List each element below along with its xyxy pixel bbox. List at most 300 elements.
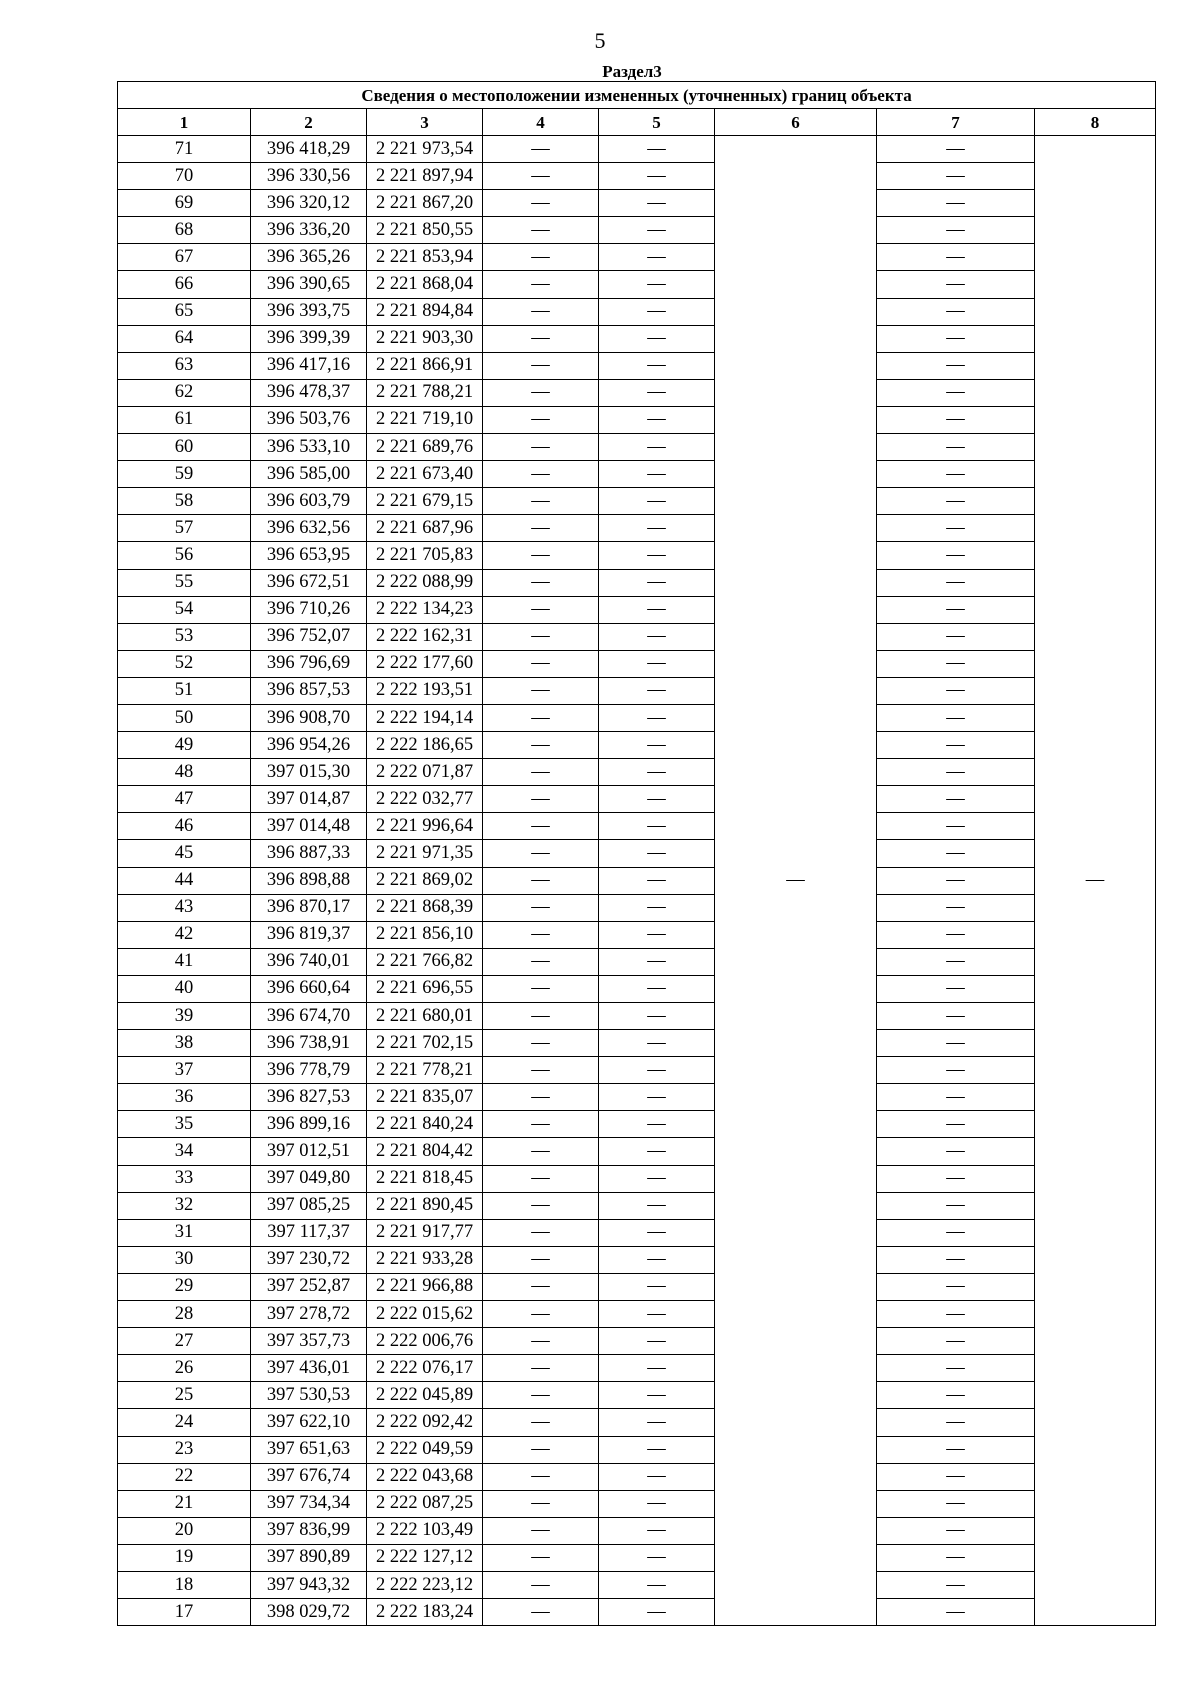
table-row (118, 461, 1156, 488)
point-number: 39 (118, 1003, 251, 1030)
x-coordinate: 398 029,72 (251, 1599, 367, 1626)
point-number: 47 (118, 786, 251, 813)
col7-value: — (877, 244, 1035, 271)
col5-value: — (599, 325, 715, 352)
col4-value: — (483, 190, 599, 217)
table-row (118, 542, 1156, 569)
x-coordinate: 396 393,75 (251, 298, 367, 325)
column-number: 7 (877, 109, 1035, 136)
table-row (118, 813, 1156, 840)
table-row (118, 1517, 1156, 1544)
point-number: 32 (118, 1192, 251, 1219)
col5-value: — (599, 1382, 715, 1409)
y-coordinate: 2 222 162,31 (367, 623, 483, 650)
point-number: 34 (118, 1138, 251, 1165)
col7-value: — (877, 1138, 1035, 1165)
col5-value: — (599, 650, 715, 677)
col5-value: — (599, 406, 715, 433)
y-coordinate: 2 221 778,21 (367, 1057, 483, 1084)
y-coordinate: 2 221 818,45 (367, 1165, 483, 1192)
col4-value: — (483, 406, 599, 433)
x-coordinate: 396 752,07 (251, 623, 367, 650)
table-row (118, 948, 1156, 975)
col4-value: — (483, 1138, 599, 1165)
col7-value: — (877, 623, 1035, 650)
table-row (118, 840, 1156, 867)
col7-value: — (877, 677, 1035, 704)
col4-value: — (483, 813, 599, 840)
point-number: 71 (118, 136, 251, 163)
col4-value: — (483, 1355, 599, 1382)
col4-value: — (483, 1544, 599, 1571)
col5-value: — (599, 1138, 715, 1165)
col7-value: — (877, 1111, 1035, 1138)
col5-value: — (599, 677, 715, 704)
x-coordinate: 396 653,95 (251, 542, 367, 569)
col4-value: — (483, 352, 599, 379)
table-row (118, 786, 1156, 813)
x-coordinate: 397 012,51 (251, 1138, 367, 1165)
point-number: 56 (118, 542, 251, 569)
col5-value: — (599, 163, 715, 190)
table-body (118, 136, 1156, 1626)
y-coordinate: 2 222 049,59 (367, 1436, 483, 1463)
col5-value: — (599, 1463, 715, 1490)
y-coordinate: 2 222 092,42 (367, 1409, 483, 1436)
y-coordinate: 2 222 134,23 (367, 596, 483, 623)
table-row (118, 1246, 1156, 1273)
column-number: 4 (483, 109, 599, 136)
col4-value: — (483, 217, 599, 244)
x-coordinate: 396 320,12 (251, 190, 367, 217)
y-coordinate: 2 221 804,42 (367, 1138, 483, 1165)
col7-value: — (877, 596, 1035, 623)
col5-value: — (599, 542, 715, 569)
col5-value: — (599, 1003, 715, 1030)
col7-value: — (877, 1084, 1035, 1111)
table-row (118, 136, 1156, 163)
table-row (118, 650, 1156, 677)
col5-value: — (599, 867, 715, 894)
x-coordinate: 396 660,64 (251, 975, 367, 1002)
point-number: 25 (118, 1382, 251, 1409)
col7-value: — (877, 894, 1035, 921)
col7-value: — (877, 1003, 1035, 1030)
table-row (118, 515, 1156, 542)
table-row (118, 271, 1156, 298)
point-number: 23 (118, 1436, 251, 1463)
y-coordinate: 2 222 223,12 (367, 1571, 483, 1598)
col4-value: — (483, 1084, 599, 1111)
col7-value: — (877, 840, 1035, 867)
x-coordinate: 396 603,79 (251, 488, 367, 515)
y-coordinate: 2 221 966,88 (367, 1273, 483, 1300)
col5-value: — (599, 1219, 715, 1246)
x-coordinate: 396 899,16 (251, 1111, 367, 1138)
col7-value: — (877, 461, 1035, 488)
y-coordinate: 2 222 183,24 (367, 1599, 483, 1626)
col4-value: — (483, 379, 599, 406)
col5-value: — (599, 1057, 715, 1084)
table-row (118, 1544, 1156, 1571)
point-number: 44 (118, 867, 251, 894)
col7-value: — (877, 1057, 1035, 1084)
y-coordinate: 2 222 193,51 (367, 677, 483, 704)
table-caption-row (118, 82, 1156, 109)
col5-value: — (599, 1544, 715, 1571)
point-number: 17 (118, 1599, 251, 1626)
col7-value: — (877, 1328, 1035, 1355)
col4-value: — (483, 325, 599, 352)
y-coordinate: 2 222 103,49 (367, 1517, 483, 1544)
point-number: 60 (118, 434, 251, 461)
x-coordinate: 396 365,26 (251, 244, 367, 271)
y-coordinate: 2 221 687,96 (367, 515, 483, 542)
point-number: 43 (118, 894, 251, 921)
col4-value: — (483, 1246, 599, 1273)
x-coordinate: 397 015,30 (251, 759, 367, 786)
point-number: 20 (118, 1517, 251, 1544)
table-row (118, 623, 1156, 650)
x-coordinate: 397 014,48 (251, 813, 367, 840)
col6-merged-value: — (715, 136, 877, 1626)
y-coordinate: 2 221 996,64 (367, 813, 483, 840)
col4-value: — (483, 244, 599, 271)
y-coordinate: 2 221 890,45 (367, 1192, 483, 1219)
col5-value: — (599, 1409, 715, 1436)
y-coordinate: 2 221 680,01 (367, 1003, 483, 1030)
col5-value: — (599, 1192, 715, 1219)
x-coordinate: 397 836,99 (251, 1517, 367, 1544)
col5-value: — (599, 515, 715, 542)
col7-value: — (877, 921, 1035, 948)
y-coordinate: 2 221 917,77 (367, 1219, 483, 1246)
x-coordinate: 396 632,56 (251, 515, 367, 542)
col4-value: — (483, 650, 599, 677)
table-row (118, 596, 1156, 623)
col7-value: — (877, 1409, 1035, 1436)
table-row (118, 488, 1156, 515)
x-coordinate: 397 734,34 (251, 1490, 367, 1517)
col7-value: — (877, 1517, 1035, 1544)
y-coordinate: 2 221 933,28 (367, 1246, 483, 1273)
point-number: 64 (118, 325, 251, 352)
point-number: 18 (118, 1571, 251, 1598)
col4-value: — (483, 434, 599, 461)
table-row (118, 1328, 1156, 1355)
x-coordinate: 397 049,80 (251, 1165, 367, 1192)
y-coordinate: 2 222 186,65 (367, 732, 483, 759)
column-number: 8 (1035, 109, 1156, 136)
y-coordinate: 2 222 071,87 (367, 759, 483, 786)
x-coordinate: 396 478,37 (251, 379, 367, 406)
point-number: 31 (118, 1219, 251, 1246)
col4-value: — (483, 1301, 599, 1328)
table-caption: Сведения о местоположении измененных (уточненных) границ объекта (118, 82, 1156, 109)
y-coordinate: 2 221 867,20 (367, 190, 483, 217)
y-coordinate: 2 222 015,62 (367, 1301, 483, 1328)
col7-value: — (877, 1030, 1035, 1057)
x-coordinate: 396 887,33 (251, 840, 367, 867)
section-title: Раздел3 (602, 62, 662, 81)
x-coordinate: 397 230,72 (251, 1246, 367, 1273)
x-coordinate: 396 399,39 (251, 325, 367, 352)
col5-value: — (599, 379, 715, 406)
col5-value: — (599, 569, 715, 596)
point-number: 62 (118, 379, 251, 406)
point-number: 33 (118, 1165, 251, 1192)
col4-value: — (483, 1165, 599, 1192)
col4-value: — (483, 840, 599, 867)
point-number: 67 (118, 244, 251, 271)
col4-value: — (483, 975, 599, 1002)
col5-value: — (599, 1165, 715, 1192)
col7-value: — (877, 1273, 1035, 1300)
table-row (118, 1273, 1156, 1300)
col4-value: — (483, 704, 599, 731)
col5-value: — (599, 813, 715, 840)
table-row (118, 1463, 1156, 1490)
y-coordinate: 2 221 868,04 (367, 271, 483, 298)
col5-value: — (599, 1084, 715, 1111)
col7-value: — (877, 786, 1035, 813)
col7-value: — (877, 325, 1035, 352)
col5-value: — (599, 732, 715, 759)
point-number: 46 (118, 813, 251, 840)
col5-value: — (599, 1490, 715, 1517)
y-coordinate: 2 221 840,24 (367, 1111, 483, 1138)
col5-value: — (599, 1571, 715, 1598)
col4-value: — (483, 1003, 599, 1030)
col4-value: — (483, 163, 599, 190)
col4-value: — (483, 1490, 599, 1517)
col7-value: — (877, 406, 1035, 433)
point-number: 28 (118, 1301, 251, 1328)
col7-value: — (877, 975, 1035, 1002)
y-coordinate: 2 221 856,10 (367, 921, 483, 948)
table-row (118, 1382, 1156, 1409)
col4-value: — (483, 759, 599, 786)
y-coordinate: 2 221 788,21 (367, 379, 483, 406)
x-coordinate: 396 796,69 (251, 650, 367, 677)
column-number: 2 (251, 109, 367, 136)
point-number: 41 (118, 948, 251, 975)
col7-value: — (877, 163, 1035, 190)
table-row (118, 921, 1156, 948)
table-row (118, 1436, 1156, 1463)
x-coordinate: 396 330,56 (251, 163, 367, 190)
col5-value: — (599, 596, 715, 623)
col5-value: — (599, 244, 715, 271)
table-row (118, 704, 1156, 731)
point-number: 70 (118, 163, 251, 190)
col5-value: — (599, 461, 715, 488)
table-row (118, 1111, 1156, 1138)
x-coordinate: 397 530,53 (251, 1382, 367, 1409)
point-number: 58 (118, 488, 251, 515)
col7-value: — (877, 1490, 1035, 1517)
col7-value: — (877, 569, 1035, 596)
col8-merged-value: — (1035, 136, 1156, 1626)
y-coordinate: 2 221 702,15 (367, 1030, 483, 1057)
y-coordinate: 2 221 897,94 (367, 163, 483, 190)
x-coordinate: 397 676,74 (251, 1463, 367, 1490)
col7-value: — (877, 271, 1035, 298)
y-coordinate: 2 221 766,82 (367, 948, 483, 975)
col4-value: — (483, 1571, 599, 1598)
col4-value: — (483, 1030, 599, 1057)
y-coordinate: 2 222 045,89 (367, 1382, 483, 1409)
table-row (118, 569, 1156, 596)
boundary-coordinates-table (117, 81, 1156, 1626)
x-coordinate: 396 908,70 (251, 704, 367, 731)
table-row (118, 1057, 1156, 1084)
col5-value: — (599, 975, 715, 1002)
x-coordinate: 396 778,79 (251, 1057, 367, 1084)
y-coordinate: 2 222 194,14 (367, 704, 483, 731)
col5-value: — (599, 894, 715, 921)
col4-value: — (483, 271, 599, 298)
col5-value: — (599, 190, 715, 217)
x-coordinate: 396 533,10 (251, 434, 367, 461)
point-number: 42 (118, 921, 251, 948)
col4-value: — (483, 921, 599, 948)
col7-value: — (877, 813, 1035, 840)
col5-value: — (599, 217, 715, 244)
col5-value: — (599, 434, 715, 461)
x-coordinate: 396 819,37 (251, 921, 367, 948)
table-row (118, 1003, 1156, 1030)
column-number-row (118, 109, 1156, 136)
col4-value: — (483, 461, 599, 488)
y-coordinate: 2 221 868,39 (367, 894, 483, 921)
col7-value: — (877, 1219, 1035, 1246)
point-number: 54 (118, 596, 251, 623)
x-coordinate: 396 390,65 (251, 271, 367, 298)
table-row (118, 1571, 1156, 1598)
table-row (118, 1192, 1156, 1219)
y-coordinate: 2 221 689,76 (367, 434, 483, 461)
x-coordinate: 396 857,53 (251, 677, 367, 704)
col7-value: — (877, 542, 1035, 569)
col7-value: — (877, 1246, 1035, 1273)
table-row (118, 325, 1156, 352)
point-number: 65 (118, 298, 251, 325)
x-coordinate: 396 738,91 (251, 1030, 367, 1057)
x-coordinate: 396 417,16 (251, 352, 367, 379)
col4-value: — (483, 1328, 599, 1355)
col7-value: — (877, 1544, 1035, 1571)
table-row (118, 190, 1156, 217)
col4-value: — (483, 867, 599, 894)
point-number: 57 (118, 515, 251, 542)
y-coordinate: 2 222 087,25 (367, 1490, 483, 1517)
col5-value: — (599, 623, 715, 650)
col5-value: — (599, 1273, 715, 1300)
table-row (118, 1138, 1156, 1165)
x-coordinate: 396 954,26 (251, 732, 367, 759)
col4-value: — (483, 1382, 599, 1409)
col4-value: — (483, 732, 599, 759)
col4-value: — (483, 948, 599, 975)
page-number: 5 (594, 28, 606, 53)
point-number: 27 (118, 1328, 251, 1355)
point-number: 49 (118, 732, 251, 759)
col4-value: — (483, 1517, 599, 1544)
col4-value: — (483, 569, 599, 596)
col7-value: — (877, 1355, 1035, 1382)
x-coordinate: 396 898,88 (251, 867, 367, 894)
y-coordinate: 2 222 043,68 (367, 1463, 483, 1490)
table-row (118, 163, 1156, 190)
col5-value: — (599, 352, 715, 379)
table-row (118, 217, 1156, 244)
y-coordinate: 2 221 866,91 (367, 352, 483, 379)
table-row (118, 434, 1156, 461)
y-coordinate: 2 221 850,55 (367, 217, 483, 244)
col5-value: — (599, 1301, 715, 1328)
point-number: 40 (118, 975, 251, 1002)
col7-value: — (877, 732, 1035, 759)
point-number: 63 (118, 352, 251, 379)
x-coordinate: 396 827,53 (251, 1084, 367, 1111)
table-row (118, 379, 1156, 406)
y-coordinate: 2 222 127,12 (367, 1544, 483, 1571)
point-number: 68 (118, 217, 251, 244)
col5-value: — (599, 786, 715, 813)
x-coordinate: 396 870,17 (251, 894, 367, 921)
point-number: 66 (118, 271, 251, 298)
col5-value: — (599, 1111, 715, 1138)
col7-value: — (877, 650, 1035, 677)
point-number: 21 (118, 1490, 251, 1517)
col5-value: — (599, 1355, 715, 1382)
col7-value: — (877, 488, 1035, 515)
col5-value: — (599, 759, 715, 786)
col7-value: — (877, 1192, 1035, 1219)
table-row (118, 1165, 1156, 1192)
x-coordinate: 396 503,76 (251, 406, 367, 433)
table-row (118, 406, 1156, 433)
point-number: 45 (118, 840, 251, 867)
col4-value: — (483, 1111, 599, 1138)
col5-value: — (599, 136, 715, 163)
col7-value: — (877, 1463, 1035, 1490)
col5-value: — (599, 704, 715, 731)
col5-value: — (599, 1246, 715, 1273)
col7-value: — (877, 352, 1035, 379)
y-coordinate: 2 221 903,30 (367, 325, 483, 352)
x-coordinate: 397 014,87 (251, 786, 367, 813)
table-row (118, 1030, 1156, 1057)
col4-value: — (483, 1463, 599, 1490)
col4-value: — (483, 596, 599, 623)
y-coordinate: 2 221 869,02 (367, 867, 483, 894)
x-coordinate: 396 672,51 (251, 569, 367, 596)
y-coordinate: 2 221 673,40 (367, 461, 483, 488)
col7-value: — (877, 515, 1035, 542)
column-number: 6 (715, 109, 877, 136)
col7-value: — (877, 1436, 1035, 1463)
col7-value: — (877, 1301, 1035, 1328)
col4-value: — (483, 1436, 599, 1463)
y-coordinate: 2 221 973,54 (367, 136, 483, 163)
col7-value: — (877, 948, 1035, 975)
point-number: 22 (118, 1463, 251, 1490)
y-coordinate: 2 221 696,55 (367, 975, 483, 1002)
x-coordinate: 397 117,37 (251, 1219, 367, 1246)
table-row (118, 1490, 1156, 1517)
